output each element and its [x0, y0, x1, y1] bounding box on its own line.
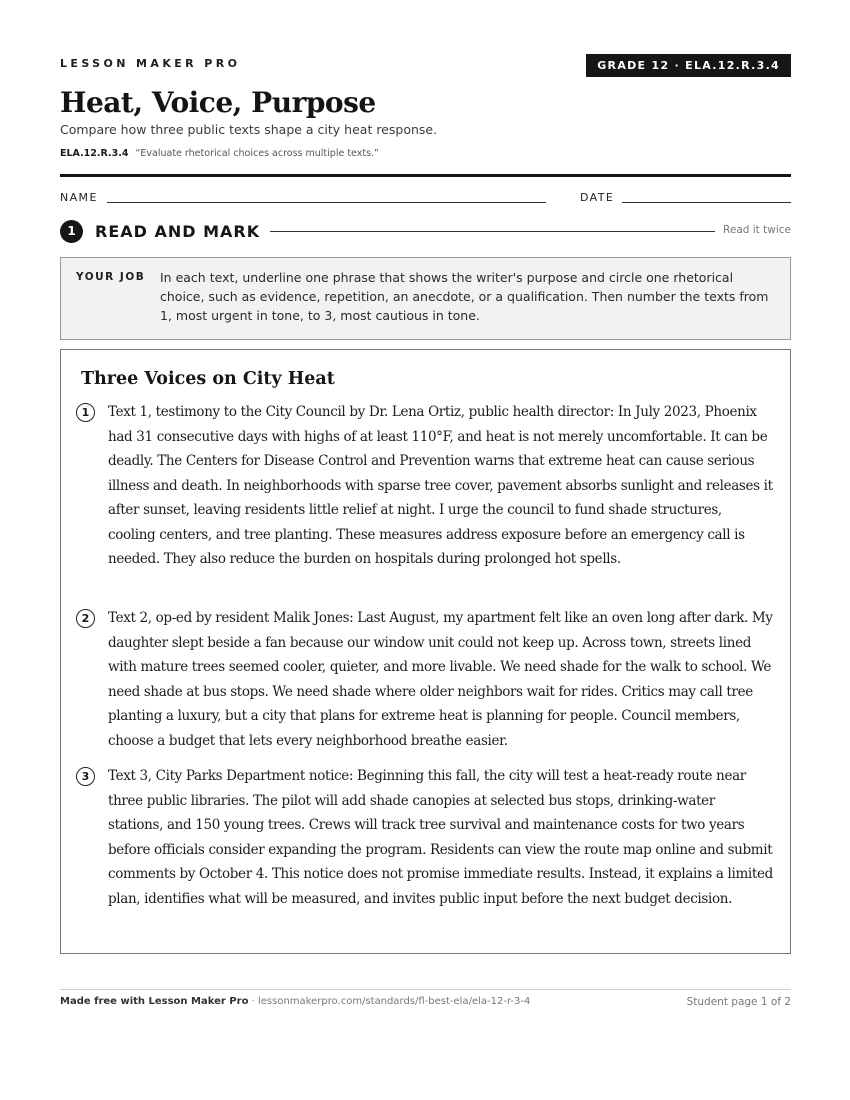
texts-title: Three Voices on City Heat — [81, 369, 335, 389]
text-passage-1: Text 1, testimony to the City Council by Dr. Lena Ortiz, public health director: In July 2023, Phoenix had 31 consecutive days with highs of at least 110°F, and heat is not merely uncomfortable. It can be deadly. The Centers for Disease Control and Prevention warns that extreme heat can cause serious illness and death. In neighborhoods with sparse tree cover, pavement absorbs sunlight and releases it after sunset, leaving residents little relief at night. I urge the council to fund shade structures, cooling centers, and tree planting. These measures address exposure before an emergency call is needed. They also reduce the burden on hospitals during prolonged hot spells. — [108, 404, 773, 567]
footer-url[interactable]: · lessonmakerpro.com/standards/fl-best-ela/ela-12-r-3-4 — [248, 996, 531, 1007]
name-field[interactable] — [107, 202, 546, 203]
footer-made-with: Made free with Lesson Maker Pro — [60, 996, 249, 1007]
page-title: Heat, Voice, Purpose — [60, 86, 376, 119]
page-subtitle: Compare how three public texts shape a city heat response. — [60, 122, 438, 137]
standard-description: “Evaluate rhetorical choices across multiple texts.” — [135, 148, 379, 159]
standard-code: ELA.12.R.3.4 — [60, 148, 129, 159]
section-note: Read it twice — [723, 224, 791, 236]
date-label: DATE — [580, 191, 615, 204]
standard-line — [60, 148, 379, 159]
header-divider — [60, 174, 791, 177]
grade-badge: GRADE 12 · ELA.12.R.3.4 — [586, 54, 791, 77]
footer-page-number: Student page 1 of 2 — [686, 996, 791, 1008]
worksheet-page — [60, 0, 791, 1100]
instructions-box — [60, 257, 791, 340]
name-label: NAME — [60, 191, 98, 204]
instructions-text: In each text, underline one phrase that shows the writer's purpose and circle one rhetorical choice, such as evidence, repetition, an anecdote, or a qualification. Then number the texts from 1, most urgent in tone, to 3, most cautious in tone. — [160, 270, 769, 323]
texts-box — [60, 349, 791, 954]
section-title: READ AND MARK — [95, 222, 261, 241]
brand-name: LESSON MAKER PRO — [60, 57, 241, 70]
date-field[interactable] — [622, 202, 791, 203]
text-number-badge: 3 — [76, 767, 95, 786]
text-number-badge: 1 — [76, 403, 95, 422]
instructions-label: YOUR JOB — [76, 271, 146, 283]
text-passage-2: Text 2, op-ed by resident Malik Jones: Last August, my apartment felt like an oven long after dark. My daughter slept beside a fan because our window unit could not keep up. Across town, streets lined with mature trees seemed cooler, quieter, and more livable. We need shade for the walk to school. We need shade at bus stops. We need shade where older neighbors wait for rides. Critics may call tree planting a luxury, but a city that plans for extreme heat is planning for people. Council members, choose a budget that lets every neighborhood breathe easier. — [108, 610, 773, 749]
footer-divider — [60, 989, 791, 990]
section-number-badge: 1 — [60, 220, 83, 243]
text-number-badge: 2 — [76, 609, 95, 628]
text-passage-3: Text 3, City Parks Department notice: Beginning this fall, the city will test a heat-ready route near three public libraries. The pilot will add shade canopies at selected bus stops, drinking-water stations, and 150 young trees. Crews will track tree survival and maintenance costs for two years before officials consider expanding the program. Residents can view the route map online and submit comments by October 4. This notice does not promise immediate results. Instead, it explains a limited plan, identifies what will be measured, and invites public input before the next budget decision. — [108, 768, 773, 907]
footer-credit — [60, 996, 530, 1007]
section-divider — [270, 231, 715, 232]
